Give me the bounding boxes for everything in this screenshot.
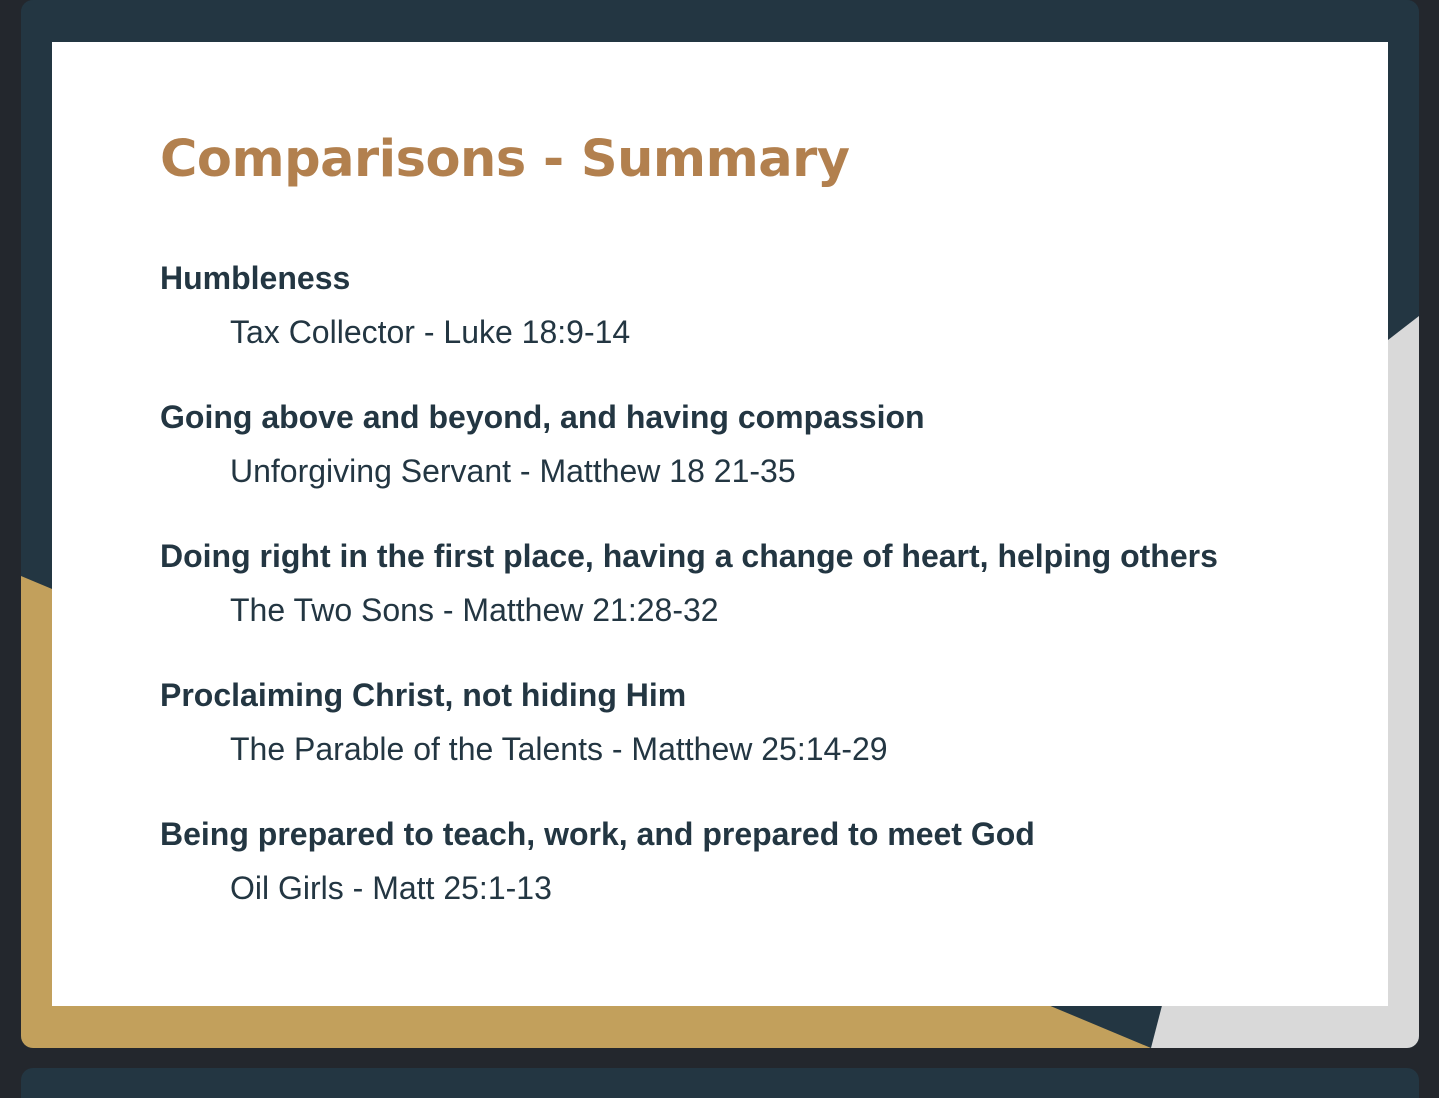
item-heading: Going above and beyond, and having compassion xyxy=(160,399,925,435)
list-item xyxy=(160,673,1360,812)
list-item xyxy=(160,256,1360,395)
item-reference: Tax Collector - Luke 18:9-14 xyxy=(230,314,631,350)
list-item xyxy=(160,395,1360,534)
item-heading: Humbleness xyxy=(160,260,351,296)
item-reference: The Parable of the Talents - Matthew 25:14-29 xyxy=(230,731,888,767)
item-reference: Oil Girls - Matt 25:1-13 xyxy=(230,870,552,906)
item-heading: Being prepared to teach, work, and prepared to meet God xyxy=(160,816,1035,852)
slide-title: Comparisons - Summary xyxy=(160,130,850,189)
slide[interactable] xyxy=(21,0,1419,1048)
list-item xyxy=(160,534,1360,673)
comparison-list xyxy=(160,256,1360,951)
item-heading: Doing right in the first place, having a change of heart, helping others xyxy=(160,538,1218,574)
slide-content-panel xyxy=(52,42,1388,1006)
item-reference: Unforgiving Servant - Matthew 18 21-35 xyxy=(230,453,796,489)
next-slide-thumbnail[interactable] xyxy=(21,1068,1419,1098)
item-heading: Proclaiming Christ, not hiding Him xyxy=(160,677,687,713)
item-reference: The Two Sons - Matthew 21:28-32 xyxy=(230,592,719,628)
list-item xyxy=(160,812,1360,951)
